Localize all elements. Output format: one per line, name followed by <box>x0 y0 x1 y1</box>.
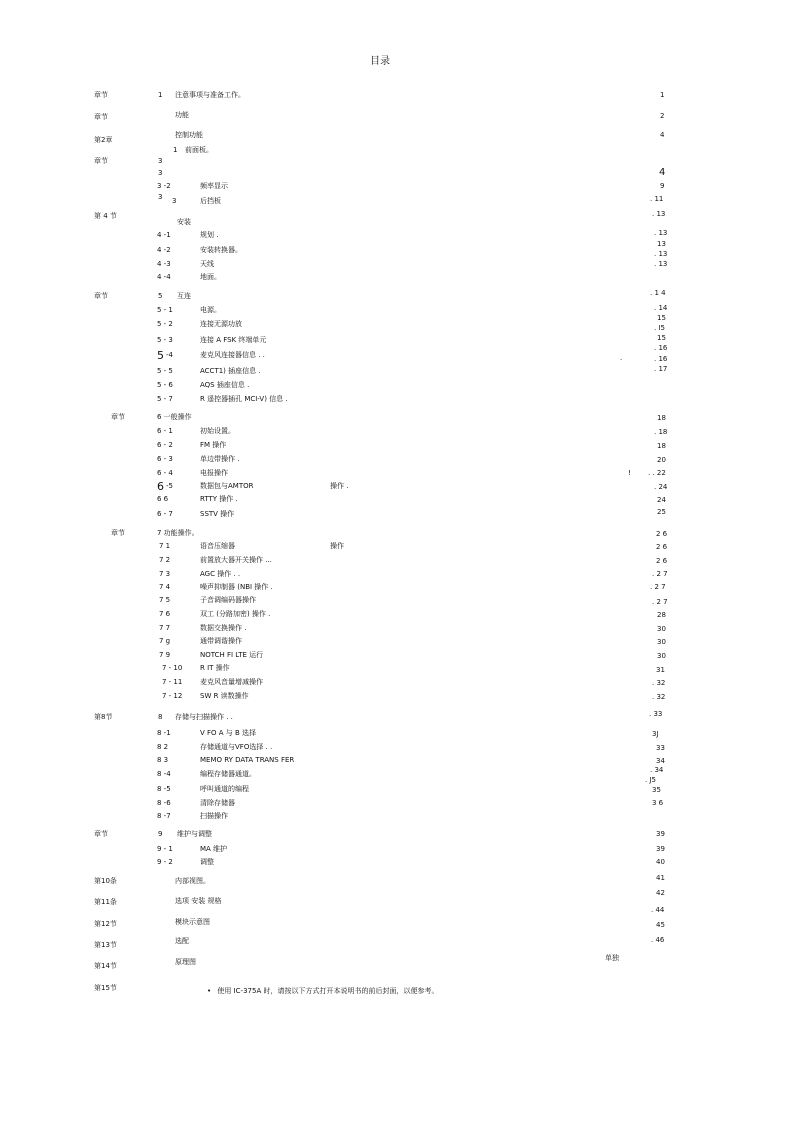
toc-text: 8 -1 <box>157 729 171 737</box>
toc-text: 20 <box>657 456 666 464</box>
toc-text: 4 -3 <box>157 260 171 268</box>
toc-text: . 13 <box>654 260 668 268</box>
toc-text: 2 <box>660 112 665 120</box>
toc-text: 5 - 7 <box>157 395 173 403</box>
toc-text: 4 -1 <box>157 231 171 239</box>
toc-text: 内部视图。 <box>175 877 210 885</box>
toc-text: -4 <box>166 351 173 359</box>
toc-text: ! <box>628 469 631 477</box>
toc-text: 45 <box>656 921 665 929</box>
toc-text: AGC 操作 . . <box>200 570 241 578</box>
toc-text: 原理图 <box>175 958 196 966</box>
toc-text: 频率显示 <box>200 182 228 190</box>
toc-text: 1 <box>660 91 665 99</box>
toc-text: 33 <box>656 744 665 752</box>
toc-text: 18 <box>657 442 666 450</box>
toc-text: 5 - 1 <box>157 306 173 314</box>
toc-text: 7 9 <box>159 651 171 659</box>
footnote <box>207 986 438 996</box>
toc-text: . 46 <box>651 936 665 944</box>
toc-text: 模块示意图 <box>175 918 210 926</box>
toc-text: . <box>620 354 623 362</box>
toc-text: 5 - 3 <box>157 336 173 344</box>
toc-text: 连接无源功放 <box>200 320 242 328</box>
toc-text: . . 22 <box>648 469 666 477</box>
toc-text: 存储通道与VFO选择 . . <box>200 743 273 751</box>
toc-text: ACCT1) 插座信息 . <box>200 367 261 375</box>
toc-text: 第2章 <box>94 136 113 144</box>
toc-text: 1 <box>158 91 163 99</box>
toc-text: 章节 <box>111 529 125 537</box>
toc-text: . J5 <box>645 776 656 784</box>
toc-text: 8 <box>158 713 163 721</box>
toc-text: . 44 <box>651 906 665 914</box>
toc-text: 39 <box>656 830 665 838</box>
toc-text: 7 5 <box>159 596 171 604</box>
toc-text: . 13 <box>654 250 668 258</box>
toc-text: 章节 <box>111 413 125 421</box>
toc-text: 35 <box>652 786 661 794</box>
toc-text: 4 -2 <box>157 246 171 254</box>
toc-text: SW R 读数操作 <box>200 692 249 700</box>
toc-text: 3 6 <box>652 799 664 807</box>
toc-text: 5 - 5 <box>157 367 173 375</box>
toc-text: 2 6 <box>656 557 668 565</box>
toc-text: 第15节 <box>94 984 117 992</box>
toc-text: 双工 (分路加密) 操作 . <box>200 610 271 618</box>
toc-text: 子音调编码器操作 <box>200 596 256 604</box>
toc-text: . 32 <box>652 693 666 701</box>
toc-text: 7 3 <box>159 570 171 578</box>
toc-text: . 13 <box>652 210 666 218</box>
toc-text: 30 <box>657 638 666 646</box>
toc-text: 8 3 <box>157 756 169 764</box>
toc-text: 第 4 节 <box>94 212 117 220</box>
toc-text: . I5 <box>654 324 665 332</box>
toc-text: 章节 <box>94 113 108 121</box>
toc-text: 7 - 12 <box>162 692 183 700</box>
toc-text: 3 -2 <box>157 182 171 190</box>
toc-text: 连接 A FSK 终端单元 <box>200 336 267 344</box>
toc-text: 7 1 <box>159 542 171 550</box>
toc-text: RTTY 操作 . <box>200 495 238 503</box>
toc-text: 第10条 <box>94 877 117 885</box>
toc-text: 功能 <box>175 111 189 119</box>
toc-text: 39 <box>656 845 665 853</box>
toc-text: 单边带操作 . <box>200 455 240 463</box>
toc-text: 地面。 <box>200 273 221 281</box>
toc-text: R 遥控器插孔 MCI-V) 信息 . <box>200 395 288 403</box>
toc-text: 后挡板 <box>200 197 221 205</box>
toc-text: . 14 <box>654 304 668 312</box>
toc-text: 5 - 2 <box>157 320 173 328</box>
toc-text: 3J <box>652 730 659 738</box>
toc-text: 9 - 2 <box>157 858 173 866</box>
toc-text: 清除存储器 <box>200 799 235 807</box>
toc-text: 3 <box>158 157 163 165</box>
toc-text: 5 <box>158 292 163 300</box>
toc-text: 调整 <box>200 858 214 866</box>
toc-text: 9 <box>660 182 665 190</box>
toc-text: 噪声抑制器 (NBI 操作 . <box>200 583 273 591</box>
toc-text: 8 -4 <box>157 770 171 778</box>
toc-text: 数据交换操作 . <box>200 624 247 632</box>
toc-text: 4 -4 <box>157 273 171 281</box>
toc-text: 7 2 <box>159 556 171 564</box>
toc-text: 第14节 <box>94 962 117 970</box>
toc-text: AQS 插座信息 . <box>200 381 250 389</box>
toc-text: 18 <box>657 414 666 422</box>
toc-text: 7 7 <box>159 624 171 632</box>
toc-text: 安装 <box>177 218 191 226</box>
toc-text: . 34 <box>650 766 664 774</box>
page-title: 目录 <box>370 56 390 67</box>
toc-text: 9 <box>158 830 163 838</box>
toc-text: 第13节 <box>94 941 117 949</box>
toc-text: 2 6 <box>656 543 668 551</box>
toc-text: 40 <box>656 858 665 866</box>
toc-text: 34 <box>656 757 665 765</box>
toc-text: 6 - 1 <box>157 427 173 435</box>
toc-text: . 24 <box>654 483 668 491</box>
toc-text: 6 一般操作 <box>157 413 192 421</box>
toc-text: 3 <box>172 197 177 205</box>
toc-text: 15 <box>657 334 666 342</box>
toc-text: . 13 <box>654 229 668 237</box>
toc-text: 30 <box>657 652 666 660</box>
toc-text: 安装转换器。 <box>200 246 242 254</box>
toc-text: 章节 <box>94 292 108 300</box>
toc-text: 章节 <box>94 157 108 165</box>
toc-text: 选配 <box>175 937 189 945</box>
toc-text: . 11 <box>650 195 664 203</box>
toc-text: 通带调谐操作 <box>200 637 242 645</box>
toc-text: 规划 . <box>200 231 219 239</box>
toc-text: 控制功能 <box>175 131 203 139</box>
toc-text: 8 -6 <box>157 799 171 807</box>
toc-text: . 2 7 <box>652 598 668 606</box>
toc-text: 28 <box>657 611 666 619</box>
toc-text: 语音压缩器 <box>200 542 235 550</box>
toc-text: 7 6 <box>159 610 171 618</box>
toc-text: 7 4 <box>159 583 171 591</box>
toc-text: R IT 操作 <box>200 664 230 672</box>
toc-text: 9 - 1 <box>157 845 173 853</box>
toc-text: . 2 7 <box>650 583 666 591</box>
toc-text: 8 -5 <box>157 785 171 793</box>
toc-text: 电源。 <box>200 306 221 314</box>
toc-text: 注意事项与准备工作。 <box>175 91 245 99</box>
toc-text: 选项 安装 规格 <box>175 897 222 905</box>
toc-text: 维护与调整 <box>177 830 212 838</box>
toc-text: 1 <box>173 146 178 154</box>
toc-text: 前置放大器开关操作 ... <box>200 556 272 564</box>
toc-text: 6 - 2 <box>157 441 173 449</box>
toc-text: 6 6 <box>157 495 169 503</box>
toc-text: 操作 . <box>330 482 349 490</box>
toc-text: FM 操作 <box>200 441 227 449</box>
toc-text: 8 2 <box>157 743 169 751</box>
toc-text: 30 <box>657 625 666 633</box>
toc-text: . 2 7 <box>652 570 668 578</box>
toc-text: 前面板。 <box>185 146 213 154</box>
toc-text: 3 <box>158 169 163 177</box>
toc-text: 操作 <box>330 542 344 550</box>
toc-text: NOTCH FI LTE 运行 <box>200 651 264 659</box>
toc-text: 第11条 <box>94 898 117 906</box>
toc-text: 编程存储器通道。 <box>200 770 256 778</box>
toc-text: 7 - 11 <box>162 678 183 686</box>
toc-text: . 32 <box>652 679 666 687</box>
toc-text: SSTV 操作 <box>200 510 235 518</box>
toc-text: . 1 4 <box>650 289 666 297</box>
toc-text: MEMO RY DATA TRANS FER <box>200 756 295 764</box>
footnote-bullet: • <box>207 987 212 995</box>
toc-text: 第12节 <box>94 920 117 928</box>
toc-text: . 16 <box>654 344 668 352</box>
toc-text: -5 <box>166 482 173 490</box>
toc-text: 初始设置。 <box>200 427 235 435</box>
toc-text: 数据包与AMTOR <box>200 482 254 490</box>
toc-text: 24 <box>657 496 666 504</box>
toc-text: 6 - 7 <box>157 510 173 518</box>
toc-text: . 18 <box>654 428 668 436</box>
toc-text: 6 - 4 <box>157 469 173 477</box>
toc-text: 存储与扫描操作 . . <box>175 713 233 721</box>
toc-text: 15 <box>657 314 666 322</box>
toc-text: 电报操作 <box>200 469 228 477</box>
toc-text: 4 <box>659 167 666 178</box>
toc-text: 扫描操作 <box>200 812 228 820</box>
toc-text: 章节 <box>94 91 108 99</box>
toc-text: 呼叫通道的编程 <box>200 785 249 793</box>
toc-text: MA 维护 <box>200 845 228 853</box>
toc-text: . 17 <box>654 365 668 373</box>
toc-text: 天线 <box>200 260 214 268</box>
toc-text: . 33 <box>649 710 663 718</box>
toc-text: 8 -7 <box>157 812 171 820</box>
toc-text: 31 <box>656 666 665 674</box>
toc-text: 2 6 <box>656 530 668 538</box>
toc-text: 5 - 6 <box>157 381 173 389</box>
toc-text: 单独 <box>605 954 619 962</box>
toc-text: V FO A 与 B 选择 <box>200 729 257 737</box>
footnote-text: 使用 IC-375A 时，请按以下方式打开本说明书的前后封面，以便参考。 <box>217 987 439 995</box>
toc-text: 章节 <box>94 830 108 838</box>
toc-text: 7 g <box>159 637 171 645</box>
toc-text: 42 <box>656 889 665 897</box>
toc-text: 6 - 3 <box>157 455 173 463</box>
toc-text: 麦克风连接器信息 . . <box>200 351 265 359</box>
toc-text: 7 功能操作。 <box>157 529 199 537</box>
toc-text: 7 - 10 <box>162 664 183 672</box>
toc-text: 5 <box>157 349 164 362</box>
toc-text: 互连 <box>177 292 191 300</box>
toc-text: 13 <box>657 240 666 248</box>
toc-text: . 16 <box>654 355 668 363</box>
toc-text: 麦克风音量增减操作 <box>200 678 263 686</box>
toc-text: 4 <box>660 131 665 139</box>
toc-text: 41 <box>656 874 665 882</box>
toc-text: 第8节 <box>94 713 113 721</box>
toc-text: 6 <box>157 480 164 493</box>
toc-text: 25 <box>657 508 666 516</box>
toc-text: 3 <box>158 193 163 201</box>
